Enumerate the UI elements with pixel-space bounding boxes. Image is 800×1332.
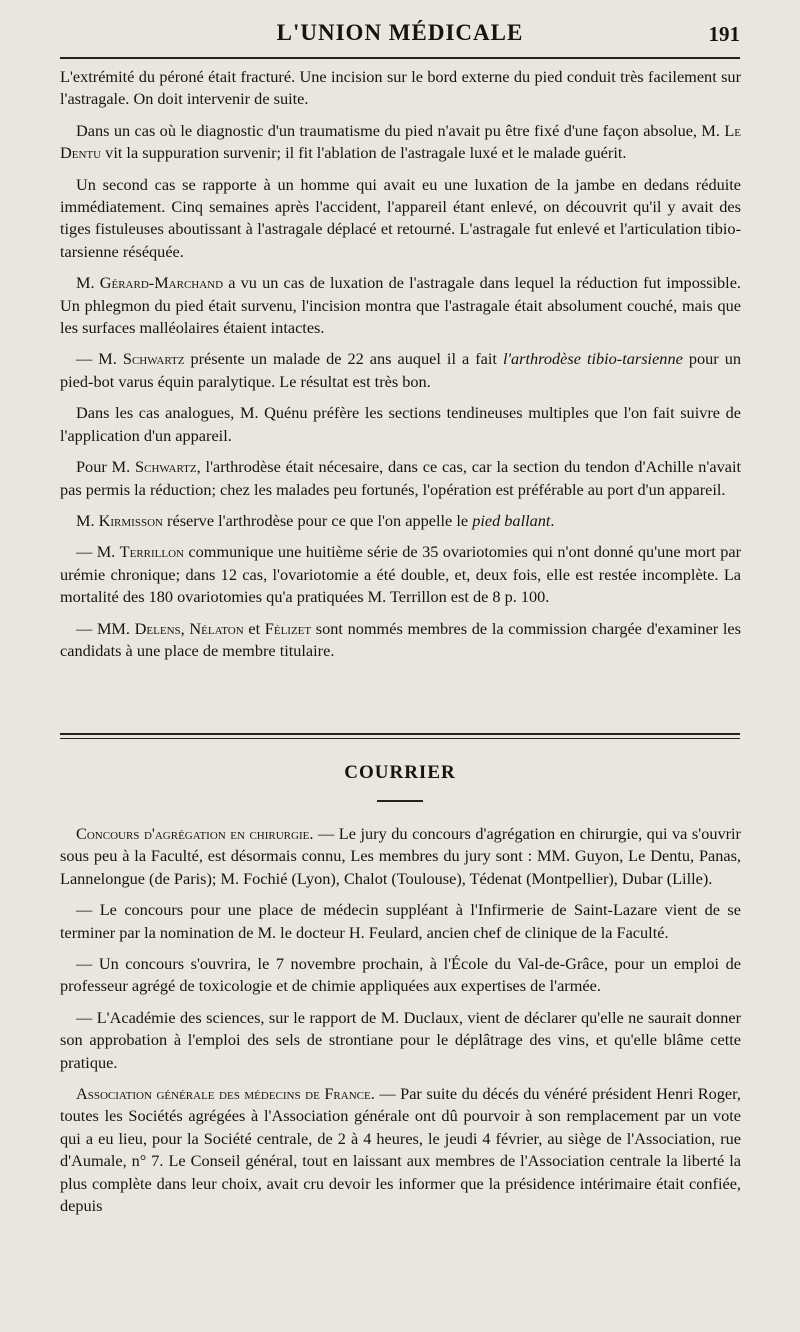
italic-term: pied ballant	[472, 510, 551, 530]
paragraph: — M. Schwartz présente un malade de 22 ans auquel il a fait l'arthrodèse tibio-tarsienne pour un pied-bot varus équin paralytique. Le résultat est très bon.	[60, 349, 741, 391]
italic-term: l'arthrodèse tibio-tarsienne	[502, 349, 683, 369]
courrier-section	[60, 823, 741, 1227]
page-number: 191	[708, 22, 740, 46]
paragraph: Concours d'agrégation en chirurgie. — Le jury du concours d'agrégation en chirurgie, qui va s'ouvrir sous peu à la Faculté, est désormais connu, Les membres du jury sont : MM. Guyon, Le Dentu, Panas, Lannelongue (de Paris); M. Fochié (Lyon), Chalot (Toulouse), Tédenat (Montpellier), Dubar (Lille).	[60, 824, 741, 888]
paragraph: Pour M. Schwartz, l'arthrodèse était nécesaire, dans ce cas, car la section du tendon d'Achille n'avait pas permis la réduction; chez les malades peu fortunés, l'opération est préférable au port d'un appareil.	[60, 457, 741, 499]
page-header	[60, 14, 740, 54]
paragraph: — L'Académie des sciences, sur le rapport de M. Duclaux, vient de déclarer qu'elle ne saurait donner son approbation à l'emploi des sels de strontiane pour le déplâtrage des vins, et qu'elle blâme cette pratique.	[60, 1007, 741, 1072]
person-name: Terrillon	[119, 542, 184, 562]
person-name: Kirmisson	[98, 510, 163, 530]
person-name: Delens, Nélaton	[134, 618, 244, 638]
paragraph: — MM. Delens, Nélaton et Félizet sont nommés membres de la commission chargée d'examiner les candidats à une place de membre titulaire.	[60, 618, 741, 660]
paragraph-heading: Concours d'agrégation en chirurgie.	[76, 824, 314, 843]
paragraph: Un second cas se rapporte à un homme qui avait eu une luxation de la jambe en dedans réduite immédiatement. Cinq semaines après l'accident, l'appareil étant enlevé, on découvrit qu'il y avait des tiges fistuleuses aboutissant à l'astragale déplacé et retourné. L'astragale fut enlevé et l'articulation tibio-tarsienne réséquée.	[60, 174, 741, 261]
paragraph: — Un concours s'ouvrira, le 7 novembre prochain, à l'École du Val-de-Grâce, pour un emploi de professeur agrégé de toxicologie et de chimie appliquées aux expertises de l'armée.	[60, 954, 741, 996]
paragraph: L'extrémité du péroné était fracturé. Une incision sur le bord externe du pied conduit très facilement sur l'astragale. On doit intervenir de suite.	[60, 67, 741, 109]
paragraph: — Le concours pour une place de médecin suppléant à l'Infirmerie de Saint-Lazare vient de se terminer par la nomination de M. le docteur H. Feulard, ancien chef de clinique de la Faculté.	[60, 900, 741, 942]
paragraph: — M. Terrillon communique une huitième série de 35 ovariotomies qui n'ont donné qu'une mort par urémie chronique; dans 12 cas, l'ovariotomie a été double, et, deux fois, elle est restée incomplète. La mortalité des 180 ovariotomies qu'a pratiquées M. Terrillon est de 8 p. 100.	[60, 542, 741, 607]
paragraph-heading: Association générale des médecins de France.	[76, 1084, 375, 1104]
person-name: Gérard-Marchand	[99, 273, 224, 293]
section-divider	[60, 733, 740, 739]
paragraph: M. Kirmisson réserve l'arthrodèse pour ce que l'on appelle le pied ballant.	[76, 510, 555, 530]
person-name: Le Dentu	[60, 120, 741, 163]
journal-title: L'UNION MÉDICALE	[276, 20, 524, 45]
paragraph: Association générale des médecins de France. — Par suite du décés du vénéré président Henri Roger, toutes les Sociétés agrégées à l'Association générale ont dû pourvoir à son remplacement par un vote qui a eu lieu, pour la Société centrale, de 2 à 4 heures, le jeudi 4 février, au siège de l'Association, rue d'Aumale, n° 7. Le Conseil général, tout en laissant aux membres de l'Association centrale la liberté la plus complète dans leur choix, avait cru devoir les informer que la présidence intérimaire était confiée, depuis	[60, 1084, 741, 1216]
section-title: COURRIER	[344, 762, 456, 783]
paragraph: M. Gérard-Marchand a vu un cas de luxation de l'astragale dans lequel la réduction fut impossible. Un phlegmon du pied était survenu, l'incision montra que l'astragale était absolument couché, mais que les surfaces malléolaires étaient intactes.	[60, 273, 741, 338]
person-name: Félizet	[264, 618, 312, 638]
paragraph: Dans un cas où le diagnostic d'un traumatisme du pied n'avait pu être fixé d'une façon absolue, M. Le Dentu vit la suppuration survenir; il fit l'ablation de l'astragale luxé et le malade guérit.	[60, 120, 741, 163]
header-rule	[60, 57, 740, 59]
paragraph: Dans les cas analogues, M. Quénu préfère les sections tendineuses multiples que l'on fait suivre de l'application d'un appareil.	[60, 403, 741, 445]
title-underline	[377, 800, 423, 802]
person-name: Schwartz	[135, 457, 197, 477]
proceedings-section	[60, 66, 741, 671]
person-name: Schwartz	[122, 349, 185, 369]
